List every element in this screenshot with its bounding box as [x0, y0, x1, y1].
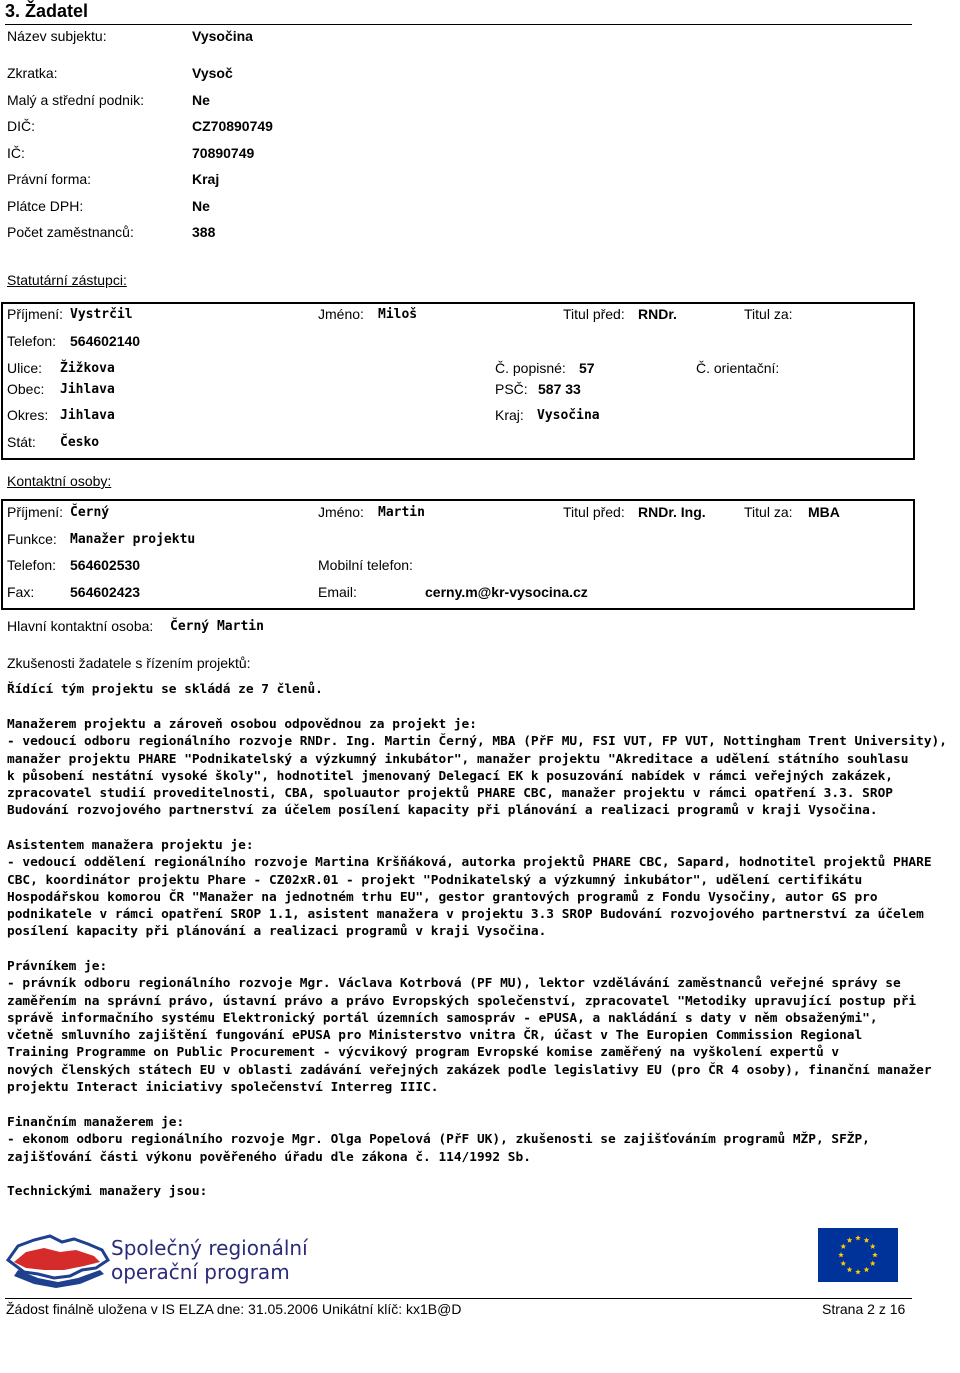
- stat-city-label: Obec:: [7, 381, 45, 397]
- assistant-paragraph: [7, 837, 932, 941]
- legal-form-label: Právní forma:: [7, 171, 92, 187]
- contact-name-label: Jméno:: [318, 504, 364, 520]
- stat-district-label: Okres:: [7, 407, 49, 423]
- technical-paragraph: [7, 1183, 912, 1200]
- contact-email-label: Email:: [318, 584, 357, 600]
- eu-flag-icon: [818, 1228, 898, 1282]
- stat-title-after-label: Titul za:: [744, 306, 793, 322]
- paragraph-line: - ekonom odboru regionálního rozvoje Mgr. Olga Popelová (PřF UK), zkušenosti se zajišťováním programů MŽP, SFŽP,: [7, 1132, 870, 1148]
- contact-name-value: Martin: [378, 505, 425, 520]
- abbreviation-label: Zkratka:: [7, 65, 58, 81]
- company-id-label: IČ:: [7, 145, 25, 161]
- paragraph-line: zaměřením na správní právo, ústavní právo a právo Evropských společenství, zpracovatel "Metodiky upravující postup při: [7, 993, 917, 1009]
- paragraph-line: podnikatele v rámci opatření SROP 1.1, asistent manažera v projektu 3.3 SROP Budování rozvojového partnerství za účelem: [7, 907, 924, 923]
- paragraph-line: Hospodářskou komorou ČR "Manažer na jednotném trhu EU", gestor grantových programů z Fondu Vysočiny, autor GS pro: [7, 889, 878, 905]
- stat-phone-label: Telefon:: [7, 333, 57, 349]
- stat-region-value: Vysočina: [537, 408, 600, 423]
- contact-fax-value: 564602423: [70, 584, 141, 600]
- employees-label: Počet zaměstnanců:: [7, 224, 134, 240]
- employees-value: 388: [192, 224, 216, 240]
- contact-title-after-value: MBA: [808, 504, 840, 520]
- stat-surname-value: Vystrčil: [70, 307, 133, 322]
- vat-id-value: CZ70890749: [192, 118, 273, 134]
- paragraph-line: - vedoucí odboru regionálního rozvoje RNDr. Ing. Martin Černý, MBA (PřF MU, FSI VUT, FP VUT, Nottingham Trent University),: [7, 734, 947, 750]
- paragraph-line: včetně smluvního zajištění fungování ePUSA pro Ministerstvo vnitra ČR, účast v The Europien Commission Regional: [7, 1028, 863, 1044]
- paragraph-line: - vedoucí oddělení regionálního rozvoje Martina Kršňáková, autorka projektů PHARE CBC, Sapard, hodnotitel projektů PHARE: [7, 855, 932, 871]
- vat-id-label: DIČ:: [7, 118, 35, 134]
- contact-mobile-label: Mobilní telefon:: [318, 557, 413, 573]
- paragraph-line: zajišťování části výkonu pověřeného úřadu dle zákona č. 114/1992 Sb.: [7, 1149, 531, 1165]
- title-rule: [5, 24, 912, 25]
- stat-street-label: Ulice:: [7, 360, 43, 376]
- paragraph-line: Budování rozvojového partnerství za účelem posílení kapacity při plánování a realizaci programů v kraji Vysočina.: [7, 803, 878, 819]
- contact-title-after-label: Titul za:: [744, 504, 793, 520]
- lawyer-paragraph: [7, 958, 932, 1096]
- paragraph-line: manažer projektu PHARE "Podnikatelský a výzkumný inkubátor", manažer projektu "Akreditace a udělení státního souhlasu: [7, 751, 909, 767]
- subject-name-value: Vysočina: [192, 28, 253, 44]
- subject-name-label: Název subjektu:: [7, 28, 107, 44]
- paragraph-line: k působení nestátní vysoké školy", hodnotitel jmenovaný Delegací EK k posuzování nabídek v rámci veřejných zakázek,: [7, 768, 894, 784]
- vat-payer-value: Ne: [192, 198, 210, 214]
- paragraph-line: správě informačního systému Elektronický portál územních samospráv - ePUSA, a nakládání s daty v něm obsaženými",: [7, 1010, 878, 1026]
- stat-zip-label: PSČ:: [495, 381, 528, 397]
- stat-house-no-label: Č. popisné:: [495, 360, 566, 376]
- paragraph-line: zpracovatel studií proveditelnosti, CBA, spoluautor projektů PHARE CBC, manažer projektu v rámci opatření 3.3. SROP: [7, 786, 894, 802]
- stat-city-value: Jihlava: [60, 382, 115, 397]
- stat-phone-value: 564602140: [70, 333, 141, 349]
- contact-surname-value: Černý: [70, 505, 110, 520]
- footer-rule: [5, 1298, 912, 1299]
- stat-country-value: Česko: [60, 435, 100, 450]
- logo-line-1: Společný regionální: [111, 1236, 308, 1260]
- manager-paragraph: [7, 716, 947, 820]
- footer-page-number: Strana 2 z 16: [822, 1301, 906, 1317]
- paragraph-line: Training Programme on Public Procurement - výcvikový program Evropské komise zaměřený na vyškolení expertů v: [7, 1045, 840, 1061]
- czech-map-icon: [4, 1230, 114, 1292]
- contact-email-value[interactable]: cerny.m@kr-vysocina.cz: [425, 584, 588, 600]
- sme-label: Malý a střední podnik:: [7, 92, 144, 108]
- finance-paragraph: [7, 1114, 912, 1166]
- sme-value: Ne: [192, 92, 210, 108]
- vat-payer-label: Plátce DPH:: [7, 198, 84, 214]
- paragraph-line: Finančním manažerem je:: [7, 1115, 185, 1130]
- paragraph-line: - právník odboru regionálního rozvoje Mgr. Václava Kotrbová (PF MU), lektor vzdělávání zaměstnanců veřejné správy se: [7, 976, 901, 992]
- stat-name-value: Miloš: [378, 307, 418, 322]
- stat-street-value: Žižkova: [60, 361, 115, 376]
- team-size-paragraph: [7, 681, 912, 698]
- stat-title-before-label: Titul před:: [563, 306, 625, 322]
- main-contact-label: Hlavní kontaktní osoba:: [7, 618, 154, 634]
- contact-surname-label: Příjmení:: [7, 504, 64, 520]
- contact-phone-label: Telefon:: [7, 557, 57, 573]
- paragraph-line: Technickými manažery jsou:: [7, 1184, 208, 1199]
- stat-surname-label: Příjmení:: [7, 306, 64, 322]
- stat-name-label: Jméno:: [318, 306, 364, 322]
- stat-orient-no-label: Č. orientační:: [696, 360, 780, 376]
- company-id-value: 70890749: [192, 145, 255, 161]
- srop-logo: [4, 1230, 308, 1292]
- abbreviation-value: Vysoč: [192, 65, 233, 81]
- legal-form-value: Kraj: [192, 171, 220, 187]
- statutory-heading: Statutární zástupci:: [7, 272, 127, 288]
- paragraph-line: CBC, koordinátor projektu Phare - CZ02xR.01 - projekt "Podnikatelský a výzkumný inkubátor", udělení certifikátu: [7, 872, 863, 888]
- experience-label: Zkušenosti žadatele s řízením projektů:: [7, 655, 251, 671]
- contact-fax-label: Fax:: [7, 584, 35, 600]
- stat-region-label: Kraj:: [495, 407, 524, 423]
- stat-zip-value: 587 33: [538, 381, 581, 397]
- stat-title-before-value: RNDr.: [638, 306, 677, 322]
- paragraph-line: posílení kapacity při plánování a realizaci programů v kraji Vysočina.: [7, 924, 547, 940]
- contact-function-label: Funkce:: [7, 531, 57, 547]
- section-title: 3. Žadatel: [5, 1, 89, 21]
- contact-phone-value: 564602530: [70, 557, 141, 573]
- paragraph-line: Řídící tým projektu se skládá ze 7 členů.: [7, 682, 323, 697]
- logo-line-2: operační program: [111, 1260, 290, 1284]
- paragraph-line: nových členských státech EU v oblasti zadávání veřejných zakázek podle legislativy EU (pro ČR 4 osoby), finanční manažer: [7, 1062, 932, 1078]
- contact-function-value: Manažer projektu: [70, 532, 196, 547]
- stat-country-label: Stát:: [7, 434, 36, 450]
- stat-district-value: Jihlava: [60, 408, 115, 423]
- footer-left: Žádost finálně uložena v IS ELZA dne: 31.05.2006 Unikátní klíč: kx1B@D: [6, 1301, 462, 1317]
- paragraph-line: Právníkem je:: [7, 959, 108, 974]
- paragraph-line: Asistentem manažera projektu je:: [7, 838, 254, 853]
- paragraph-line: projektu Interact iniciativy společenství Interreg IIIC.: [7, 1080, 439, 1096]
- statutory-box: [1, 302, 915, 460]
- contact-heading: Kontaktní osoby:: [7, 473, 112, 489]
- paragraph-line: Manažerem projektu a zároveň osobou odpovědnou za projekt je:: [7, 717, 477, 732]
- stat-house-no-value: 57: [579, 360, 595, 376]
- main-contact-value: Černý Martin: [170, 619, 264, 634]
- contact-title-before-label: Titul před:: [563, 504, 625, 520]
- contact-title-before-value: RNDr. Ing.: [638, 504, 706, 520]
